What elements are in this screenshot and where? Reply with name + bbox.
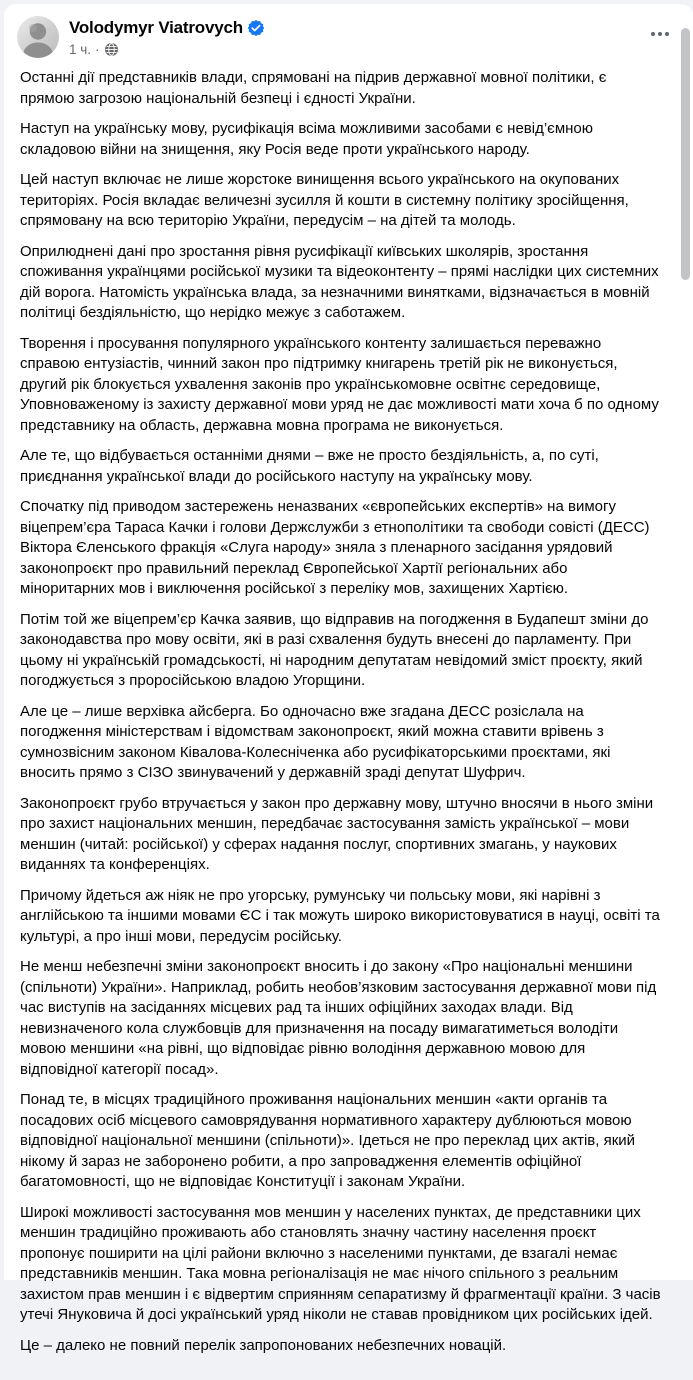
- post-header: [4, 4, 693, 64]
- person-silhouette-icon: [17, 16, 59, 58]
- post-meta: [69, 42, 264, 57]
- more-options-button[interactable]: [647, 26, 673, 42]
- post-card: [4, 4, 693, 1280]
- post-paragraph-13: Понад те, в місцях традиційного проживання національних меншин «акти органів та посадових осіб місцевого самоврядування нормативного характеру дублюються мовою відповідної національної меншини (спільноти)». Ідеться не про переклад цих актів, який нікому й зараз не заборонено робити, а про запровадження елементів офіційної багатомовності, що не відповідає Конституції і законам України.: [20, 1090, 663, 1193]
- post-paragraph-5: Творення і просування популярного українського контенту залишається переважно справою ентузіастів, чинний закон про підтримку книгарень третій рік не виконується, другий рік блокується ухвалення законів про українськомовне освітнє середовище, Уповноваженому із захисту державної мови уряд не дає можливості мати хоча б по одному представнику на область, державна мовна програма не виконується.: [20, 334, 663, 437]
- globe-privacy-icon: [105, 43, 118, 56]
- post-paragraph-3: Цей наступ включає не лише жорстоке винищення всього українського на окупованих територіях. Росія вкладає величезні зусилля й кошти в системну політику зросійщення, спрямовану на всю територію України, передусім – на дітей та молодь.: [20, 170, 663, 232]
- timestamp[interactable]: 1 ч.: [69, 42, 91, 57]
- post-paragraph-11: Причому йдеться аж ніяк не про угорську, румунську чи польську мови, які нарівні з англійською та іншими мовами ЄС і так можуть широко використовуватися в науці, освіті та культурі, а про інші мови, передусім російську.: [20, 886, 663, 948]
- verified-badge-icon: [248, 20, 264, 36]
- post-paragraph-9: Але це – лише верхівка айсберга. Бо одночасно вже згадана ДЕСС розіслала на погодження міністерствам і відомствам законопроєкт, який можна ставити врівень з сумнозвісним законом Ківалова-Колесніченка або русифікаторськими проєктами, які вносить прямо з СІЗО звинувачений у державній зраді депутат Шуфрич.: [20, 702, 663, 784]
- post-paragraph-2: Наступ на українську мову, русифікація всіма можливими засобами є невід’ємною складовою війни на знищення, яку Росія веде проти українського народу.: [20, 119, 663, 160]
- post-paragraph-6: Але те, що відбувається останніми днями – вже не просто бездіяльність, а, по суті, приєднання української влади до російського наступу на українську мову.: [20, 446, 663, 487]
- post-paragraph-7: Спочатку під приводом застережень неназваних «європейських експертів» на вимогу віцепрем’єра Тараса Качки і голови Держслужби з етнополітики та свободи совісті (ДЕСС) Віктора Єленського фракція «Слуга народу» зняла з пленарного засідання урядовий законопроєкт про правильний переклад Європейської Хартії регіональних або міноритарних мов і виключення російської з переліку мов, захищених Хартією.: [20, 497, 663, 600]
- post-paragraph-12: Не менш небезпечні зміни законопроєкт вносить і до закону «Про національні меншини (спільноти) України». Наприклад, робить необов’язковим застосування державної мови під час виступів на засіданнях місцевих рад та інших офіційних заходах влади. Від невизначеного кола службовців для призначення на посаду вимагатиметься володіти мовою меншини «на рівні, що відповідає рівню володіння державною мовою для відповідної категорії посад».: [20, 957, 663, 1080]
- post-paragraph-10: Законопроєкт грубо втручається у закон про державну мову, штучно вносячи в нього зміни про захист національних меншин, передбачає застосування замість української – мови меншин (читай: російської) у сферах надання послуг, спортивних змагань, у наукових виданнях та конференціях.: [20, 794, 663, 876]
- author-name[interactable]: Volodymyr Viatrovych: [69, 18, 243, 38]
- post-paragraph-1: Останні дії представників влади, спрямовані на підрив державної мовної політики, є прямою загрозою національній безпеці і єдності України.: [20, 68, 663, 109]
- post-paragraph-15: Це – далеко не повний перелік запропонованих небезпечних новацій.: [20, 1336, 663, 1357]
- meta-separator: ·: [95, 42, 100, 57]
- post-body: [4, 64, 693, 1380]
- avatar[interactable]: [17, 16, 59, 58]
- post-paragraph-8: Потім той же віцепрем’єр Качка заявив, що відправив на погодження в Будапешт зміни до законодавства про мову освіти, які в разі схвалення будуть внесені до парламенту. При цьому ні українській громадськості, ні народним депутатам невідомий зміст проєкту, який погоджується з проросійською владою Угорщини.: [20, 610, 663, 692]
- post-paragraph-14: Широкі можливості застосування мов меншин у населених пунктах, де представники цих меншин традиційно проживають або становлять значну частину населення проєкт пропонує поширити на цілі райони включно з населеними пунктами, де взагалі немає представників меншин. Така мовна регіоналізація не має нічого спільного з реальним захистом прав меншин і є відвертим сприянням сепаратизму й фрагментації країни. З часів утечі Януковича й досі український уряд ніколи не ставав провідником цих російських ідей.: [20, 1203, 663, 1326]
- post-paragraph-4: Оприлюднені дані про зростання рівня русифікації київських школярів, зростання споживання українцями російської музики та відеоконтенту – прямі наслідки цих системних дій ворога. Натомість українська влада, за незначними винятками, відзначається в мовній політиці бездіяльністю, що нерідко межує з саботажем.: [20, 242, 663, 324]
- header-text: [69, 16, 264, 57]
- three-dots-menu-icon: [651, 32, 655, 36]
- scrollbar[interactable]: [681, 28, 690, 280]
